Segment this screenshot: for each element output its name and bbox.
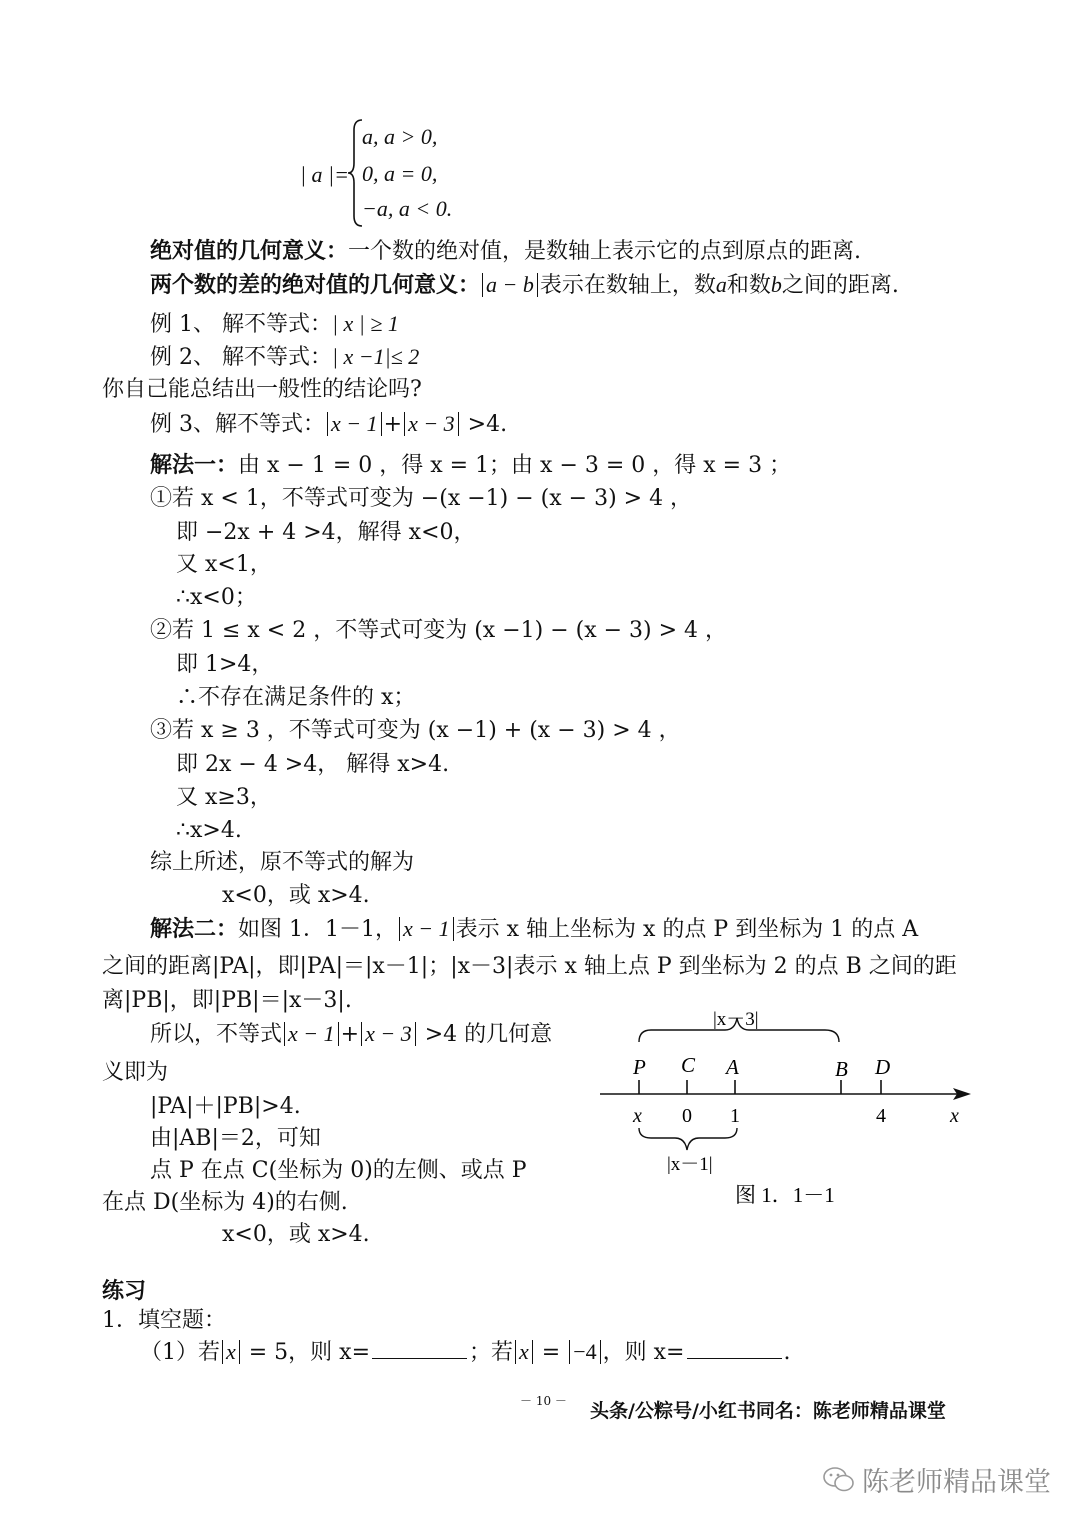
method-2-solution: x<0，或 x>4. xyxy=(222,1222,370,1247)
q1-1-text-d: = xyxy=(534,1340,568,1365)
method-2-line-7: 由|AB|＝2，可知 xyxy=(150,1126,321,1151)
difference-meaning-line xyxy=(150,270,899,301)
method-1-header xyxy=(150,450,791,481)
definition-lhs: | a |= xyxy=(300,162,349,187)
example-3-label: 例 3、解不等式： xyxy=(150,412,325,437)
var-b: b xyxy=(770,272,782,297)
definition-case-zero: 0, a = 0, xyxy=(362,161,438,186)
method-1-line: ③若 x ≥ 3 ，不等式可变为 (x −1) + (x − 3) > 4 ， xyxy=(150,718,681,743)
abs-minus-4: −4 xyxy=(569,1340,600,1364)
point-label-c: C xyxy=(681,1053,696,1077)
method-1-line: 又 x≥3， xyxy=(176,785,272,810)
method-2-line-9: 在点 D(坐标为 4)的右侧. xyxy=(102,1190,348,1215)
method-2-line-5: 义即为 xyxy=(102,1060,169,1085)
q1-1-text-f: . xyxy=(783,1340,791,1365)
exercise-question-1: 1．填空题： xyxy=(102,1308,226,1333)
definition-case-negative: −a, a < 0. xyxy=(362,196,453,221)
abs-x: x xyxy=(222,1340,240,1364)
method-2-line-4-text-b: >4 的几何意 xyxy=(417,1022,553,1047)
method-1-line: 即 1>4， xyxy=(176,652,274,677)
abs-x-minus-1: x − 1 xyxy=(327,412,382,436)
method-1-line: 综上所述，原不等式的解为 xyxy=(150,850,415,875)
geometric-meaning-text: 一个数的绝对值，是数轴上表示它的点到原点的距离. xyxy=(348,239,862,264)
var-a: a xyxy=(715,272,727,297)
tick-label-1: 1 xyxy=(730,1105,740,1127)
difference-text-c: 之间的距离. xyxy=(781,273,899,298)
abs-x-minus-1: x − 1 xyxy=(399,917,454,941)
point-label-p: P xyxy=(633,1055,646,1079)
exercise-title: 练习 xyxy=(102,1278,147,1304)
bottom-brace-label: |x－1| xyxy=(667,1154,713,1175)
watermark-text: 陈老师精品课堂 xyxy=(862,1467,1051,1498)
definition-case-positive: a, a > 0, xyxy=(362,124,438,149)
point-label-b: B xyxy=(835,1057,848,1081)
geometric-meaning-line xyxy=(150,236,861,267)
wechat-icon xyxy=(822,1465,856,1495)
method-1-line: ∴不存在满足条件的 x； xyxy=(176,685,416,710)
method-1-line: 即 2x − 4 >4， 解得 x>4. xyxy=(176,752,450,777)
example-3 xyxy=(150,410,507,440)
example-2 xyxy=(150,342,419,373)
example-2-expr: | x −1|≤ 2 xyxy=(331,344,420,369)
q1-1-text-b: = 5，则 x= xyxy=(241,1340,371,1365)
method-2-text-a: 如图 1．1－1， xyxy=(238,917,398,942)
method-2-line-4 xyxy=(150,1020,552,1050)
method-1-line: ∴x>4. xyxy=(176,818,242,843)
top-brace-label: |x－3| xyxy=(713,1009,759,1030)
method-1-line: 即 −2x + 4 >4，解得 x<0， xyxy=(176,520,476,545)
answer-blank-2[interactable] xyxy=(687,1338,782,1359)
difference-text-a: 表示在数轴上，数 xyxy=(539,273,716,298)
method-1-line: ①若 x < 1，不等式可变为 −(x −1) − (x − 3) > 4 ， xyxy=(150,486,693,511)
example-1-expr: | x | ≥ 1 xyxy=(331,311,399,336)
source-note: 头条/公粽号/小红书同名：陈老师精品课堂 xyxy=(590,1400,946,1422)
page-number: － 10 － xyxy=(520,1394,567,1408)
tick-label-0: 0 xyxy=(682,1105,692,1127)
method-1-solution: x<0，或 x>4. xyxy=(222,883,370,908)
example-1 xyxy=(150,309,399,340)
method-2-line-1 xyxy=(150,914,918,945)
example-2-label: 例 2、 解不等式： xyxy=(150,345,332,370)
method-2-line-6: |PA|＋|PB|>4. xyxy=(150,1094,301,1119)
answer-blank-1[interactable] xyxy=(372,1338,467,1359)
point-label-d: D xyxy=(875,1055,891,1079)
figure-caption: 图 1．1－1 xyxy=(735,1183,835,1207)
plus-sign: + xyxy=(383,412,403,437)
difference-meaning-label: 两个数的差的绝对值的几何意义： xyxy=(150,272,481,298)
abs-x-minus-3: x − 3 xyxy=(404,412,459,436)
method-2-line-8: 点 P 在点 C(坐标为 0)的左侧、或点 P xyxy=(150,1158,527,1183)
method-2-line-3: 离|PB|，即|PB|＝|x－3|. xyxy=(102,988,352,1013)
number-line-figure xyxy=(595,1000,985,1210)
abs-x-minus-1: x − 1 xyxy=(284,1022,339,1046)
q1-1-text-a: （1）若 xyxy=(140,1340,220,1365)
method-1-line: ∴x<0； xyxy=(176,585,257,610)
tick-label-x: x xyxy=(633,1105,642,1127)
abs-x-minus-3: x − 3 xyxy=(361,1022,416,1046)
method-2-line-2: 之间的距离|PA|，即|PA|＝|x－1|；|x－3|表示 x 轴上点 P 到坐标为 2 的点 B 之间的距 xyxy=(102,954,957,979)
point-label-a: A xyxy=(726,1055,739,1079)
abs-a-minus-b: a − b xyxy=(482,273,538,297)
example-3-rest: >4. xyxy=(460,412,508,437)
method-2-line-4-text-a: 所以，不等式 xyxy=(150,1022,283,1047)
tick-label-4: 4 xyxy=(876,1105,886,1127)
geometric-meaning-label: 绝对值的几何意义： xyxy=(150,238,349,264)
exercise-question-1-1 xyxy=(140,1338,791,1368)
axis-label-x: x xyxy=(950,1105,959,1127)
method-1-text: 由 x − 1 = 0 ，得 x = 1；由 x − 3 = 0 ，得 x = 3 ； xyxy=(238,453,792,478)
bottom-brace xyxy=(639,1128,737,1150)
general-conclusion-question: 你自己能总结出一般性的结论吗? xyxy=(102,377,422,402)
method-1-line: 又 x<1， xyxy=(176,552,272,577)
q1-1-text-e: ，则 x= xyxy=(602,1340,685,1365)
abs-x: x xyxy=(515,1340,533,1364)
method-2-label: 解法二： xyxy=(150,916,239,942)
example-1-label: 例 1、 解不等式： xyxy=(150,312,332,337)
watermark xyxy=(822,1460,1051,1499)
method-1-line: ②若 1 ≤ x < 2 ，不等式可变为 (x −1) − (x − 3) > 4 ， xyxy=(150,618,728,643)
difference-text-b: 和数 xyxy=(726,273,771,298)
method-1-label: 解法一： xyxy=(150,452,239,478)
q1-1-text-c: ；若 xyxy=(469,1340,514,1365)
plus-sign: + xyxy=(340,1022,360,1047)
method-2-text-b: 表示 x 轴上坐标为 x 的点 P 到坐标为 1 的点 A xyxy=(455,917,919,942)
